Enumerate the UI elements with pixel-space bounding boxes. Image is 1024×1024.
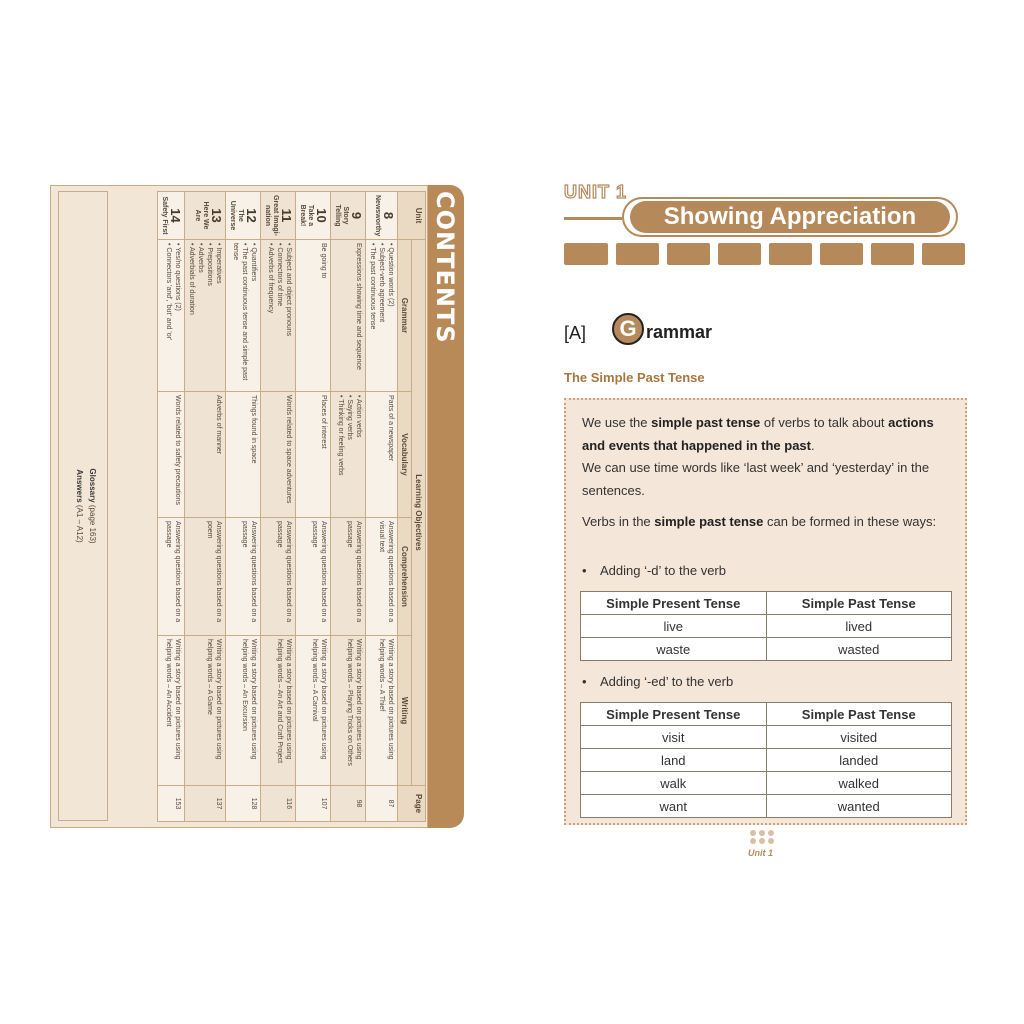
table-row xyxy=(581,638,952,661)
glossary-entry xyxy=(86,192,99,820)
unit-number: 14 xyxy=(168,208,183,223)
present-verb: walk xyxy=(581,772,767,795)
past-verb: wasted xyxy=(766,638,952,661)
bullet-dot: • xyxy=(582,563,587,578)
col-present: Simple Present Tense xyxy=(581,592,767,615)
unit-number: 9 xyxy=(349,211,364,220)
past-verb: lived xyxy=(766,615,952,638)
unit-cell xyxy=(185,192,226,240)
unit-name: Take a Break! xyxy=(299,204,314,227)
contents-row xyxy=(366,192,398,822)
section-label: [A] xyxy=(564,323,587,343)
header-comprehension: Comprehension xyxy=(398,518,412,636)
grammar-cell: • Subject and object pronouns • Connectors of time • Adverbs of frequency xyxy=(261,240,296,392)
col-past: Simple Past Tense xyxy=(766,703,952,726)
title-rule xyxy=(564,217,622,220)
writing-cell: Writing a story based on pictures using helping words – An Art and Craft Project xyxy=(261,636,296,786)
unit-block xyxy=(564,243,608,265)
unit-label: UNIT 1 xyxy=(564,182,628,202)
grammar-cell: • Yes/no questions (2) • Connectors 'and', 'but' and 'or' xyxy=(158,240,185,392)
grammar-cell: • Imperatives • Prepositions • Adverbs • Adverbials of duration xyxy=(185,240,226,392)
unit-title: Showing Appreciation xyxy=(630,201,950,233)
vocabulary-cell: Parts of a newspaper xyxy=(366,392,398,518)
emphasis: actions and events that happened in the past xyxy=(582,415,934,453)
vocabulary-cell: Places of interest xyxy=(296,392,331,518)
contents-title: CONTENTS xyxy=(431,191,459,344)
text-run: We can use time words like ‘last week’ and ‘yesterday’ in the sentences. xyxy=(582,460,930,498)
glossary-pages: (page 163) xyxy=(88,504,97,544)
table-row xyxy=(581,795,952,818)
contents-row xyxy=(261,192,296,822)
contents-footer xyxy=(58,191,108,821)
present-verb: land xyxy=(581,749,767,772)
vocabulary-cell: • Action verbs • Saying verbs • Thinking or feeling verbs xyxy=(331,392,366,518)
comprehension-cell: Answering questions based on a passage xyxy=(158,518,185,636)
table-row xyxy=(581,749,952,772)
answers-label: Answers xyxy=(75,469,84,503)
page-footer-mark xyxy=(750,830,776,850)
page-cell: 116 xyxy=(261,786,296,822)
comprehension-cell: Answering questions based on a passage xyxy=(331,518,366,636)
writing-cell: Writing a story based on pictures using helping words – A Game xyxy=(185,636,226,786)
grammar-initial-badge: G xyxy=(612,313,644,345)
unit-name: Here We Are xyxy=(194,201,209,230)
contents-row xyxy=(226,192,261,822)
bullet-dot: • xyxy=(582,674,587,689)
vocabulary-cell: Words related to safety precautions xyxy=(158,392,185,518)
header-unit: Unit xyxy=(398,192,426,240)
answers-entry xyxy=(73,192,86,820)
text-run: of verbs to talk about xyxy=(760,415,889,430)
contents-row xyxy=(331,192,366,822)
unit-name: Story Telling xyxy=(334,204,349,227)
past-verb: walked xyxy=(766,772,952,795)
bullet-add-d xyxy=(582,563,726,578)
bullet-add-ed xyxy=(582,674,733,689)
unit-block xyxy=(718,243,761,265)
unit-block xyxy=(667,243,710,265)
bullet-text: Adding ‘-ed’ to the verb xyxy=(600,674,734,689)
comprehension-cell: Answering questions based on a visual text xyxy=(366,518,398,636)
unit-name: The Universe xyxy=(229,200,244,231)
grammar-cell: Expressions showing time and sequence xyxy=(331,240,366,392)
contents-page xyxy=(50,185,464,828)
writing-cell: Writing a story based on pictures using helping words – A Thief xyxy=(366,636,398,786)
header-vocabulary: Vocabulary xyxy=(398,392,412,518)
unit-cell xyxy=(158,192,185,240)
unit-block xyxy=(616,243,659,265)
unit-number: 13 xyxy=(209,208,224,223)
unit-cell xyxy=(366,192,398,240)
contents-row xyxy=(185,192,226,822)
writing-cell: Writing a story based on pictures using helping words – A Carnival xyxy=(296,636,331,786)
vocabulary-cell: Adverbs of manner xyxy=(185,392,226,518)
bullet-text: Adding ‘-d’ to the verb xyxy=(600,563,726,578)
unit-number: 8 xyxy=(381,211,396,220)
footer-dot xyxy=(750,838,756,844)
unit-block xyxy=(922,243,965,265)
writing-cell: Writing a story based on pictures using helping words – Playing Tricks on Others xyxy=(331,636,366,786)
page-cell: 153 xyxy=(158,786,185,822)
explanation-text xyxy=(582,412,954,534)
contents-table xyxy=(157,191,426,822)
grammar-heading: rammar xyxy=(646,322,713,342)
vocabulary-cell: Things found in space xyxy=(226,392,261,518)
contents-rotated-content xyxy=(50,185,464,828)
comprehension-cell: Answering questions based on a poem xyxy=(185,518,226,636)
add-ed-table xyxy=(580,702,952,818)
footer-dot xyxy=(759,830,765,836)
page-cell: 87 xyxy=(366,786,398,822)
unit-name: Newsworthy xyxy=(374,195,381,237)
emphasis: simple past tense xyxy=(654,514,764,529)
header-writing: Writing xyxy=(398,636,412,786)
paragraph-1 xyxy=(582,412,954,502)
table-row xyxy=(581,772,952,795)
unit-cell xyxy=(261,192,296,240)
contents-row xyxy=(158,192,185,822)
unit-cell xyxy=(296,192,331,240)
past-verb: visited xyxy=(766,726,952,749)
glossary-label: Glossary xyxy=(88,468,97,503)
grammar-cell: • Question words (2) • Subject-verb agreement • The past continuous tense xyxy=(366,240,398,392)
unit-name: Great Imagi-nation xyxy=(264,195,279,236)
page-cell: 98 xyxy=(331,786,366,822)
contents-table-body xyxy=(158,192,398,822)
unit-cell xyxy=(226,192,261,240)
text-run: can be formed in these ways: xyxy=(763,514,937,529)
col-present: Simple Present Tense xyxy=(581,703,767,726)
present-verb: visit xyxy=(581,726,767,749)
text-run: . xyxy=(810,437,815,453)
unit-number: 12 xyxy=(244,208,259,223)
grammar-cell: • Quantifiers • The past continuous tense and simple past tense xyxy=(226,240,261,392)
unit-number: 11 xyxy=(279,208,294,223)
grammar-cell: Be going to xyxy=(296,240,331,392)
unit-name: Safety First xyxy=(161,196,168,235)
unit-block xyxy=(871,243,914,265)
footer-dot xyxy=(768,830,774,836)
footer-dot xyxy=(750,830,756,836)
page-cell: 137 xyxy=(185,786,226,822)
contents-row xyxy=(296,192,331,822)
present-verb: live xyxy=(581,615,767,638)
page-cell: 128 xyxy=(226,786,261,822)
page-cell: 107 xyxy=(296,786,331,822)
answers-pages: (A1 – A12) xyxy=(75,504,84,543)
footer-dot xyxy=(768,838,774,844)
header-learning-objectives: Learning Objectives xyxy=(412,240,426,786)
add-d-table xyxy=(580,591,952,661)
header-page: Page xyxy=(398,786,426,822)
unit-number: 10 xyxy=(314,208,329,223)
unit-block xyxy=(769,243,812,265)
grammar-explanation-box xyxy=(564,398,967,825)
header-grammar: Grammar xyxy=(398,240,412,392)
table-row xyxy=(581,615,952,638)
footer-dot xyxy=(759,838,765,844)
table-row xyxy=(581,726,952,749)
writing-cell: Writing a story based on pictures using helping words – An Excursion xyxy=(226,636,261,786)
writing-cell: Writing a story based on pictures using helping words – An Accident xyxy=(158,636,185,786)
past-verb: wanted xyxy=(766,795,952,818)
col-past: Simple Past Tense xyxy=(766,592,952,615)
present-verb: waste xyxy=(581,638,767,661)
text-run: Verbs in the xyxy=(582,514,655,529)
comprehension-cell: Answering questions based on a passage xyxy=(226,518,261,636)
topic-heading: The Simple Past Tense xyxy=(564,370,705,385)
comprehension-cell: Answering questions based on a passage xyxy=(261,518,296,636)
past-verb: landed xyxy=(766,749,952,772)
text-run: We use the xyxy=(582,415,652,430)
paragraph-2 xyxy=(582,511,954,534)
unit-cell xyxy=(331,192,366,240)
comprehension-cell: Answering questions based on a passage xyxy=(296,518,331,636)
emphasis: simple past tense xyxy=(651,415,761,430)
unit-block xyxy=(820,243,863,265)
page-footer-label: Unit 1 xyxy=(748,848,774,858)
vocabulary-cell: Words related to space adventures xyxy=(261,392,296,518)
present-verb: want xyxy=(581,795,767,818)
